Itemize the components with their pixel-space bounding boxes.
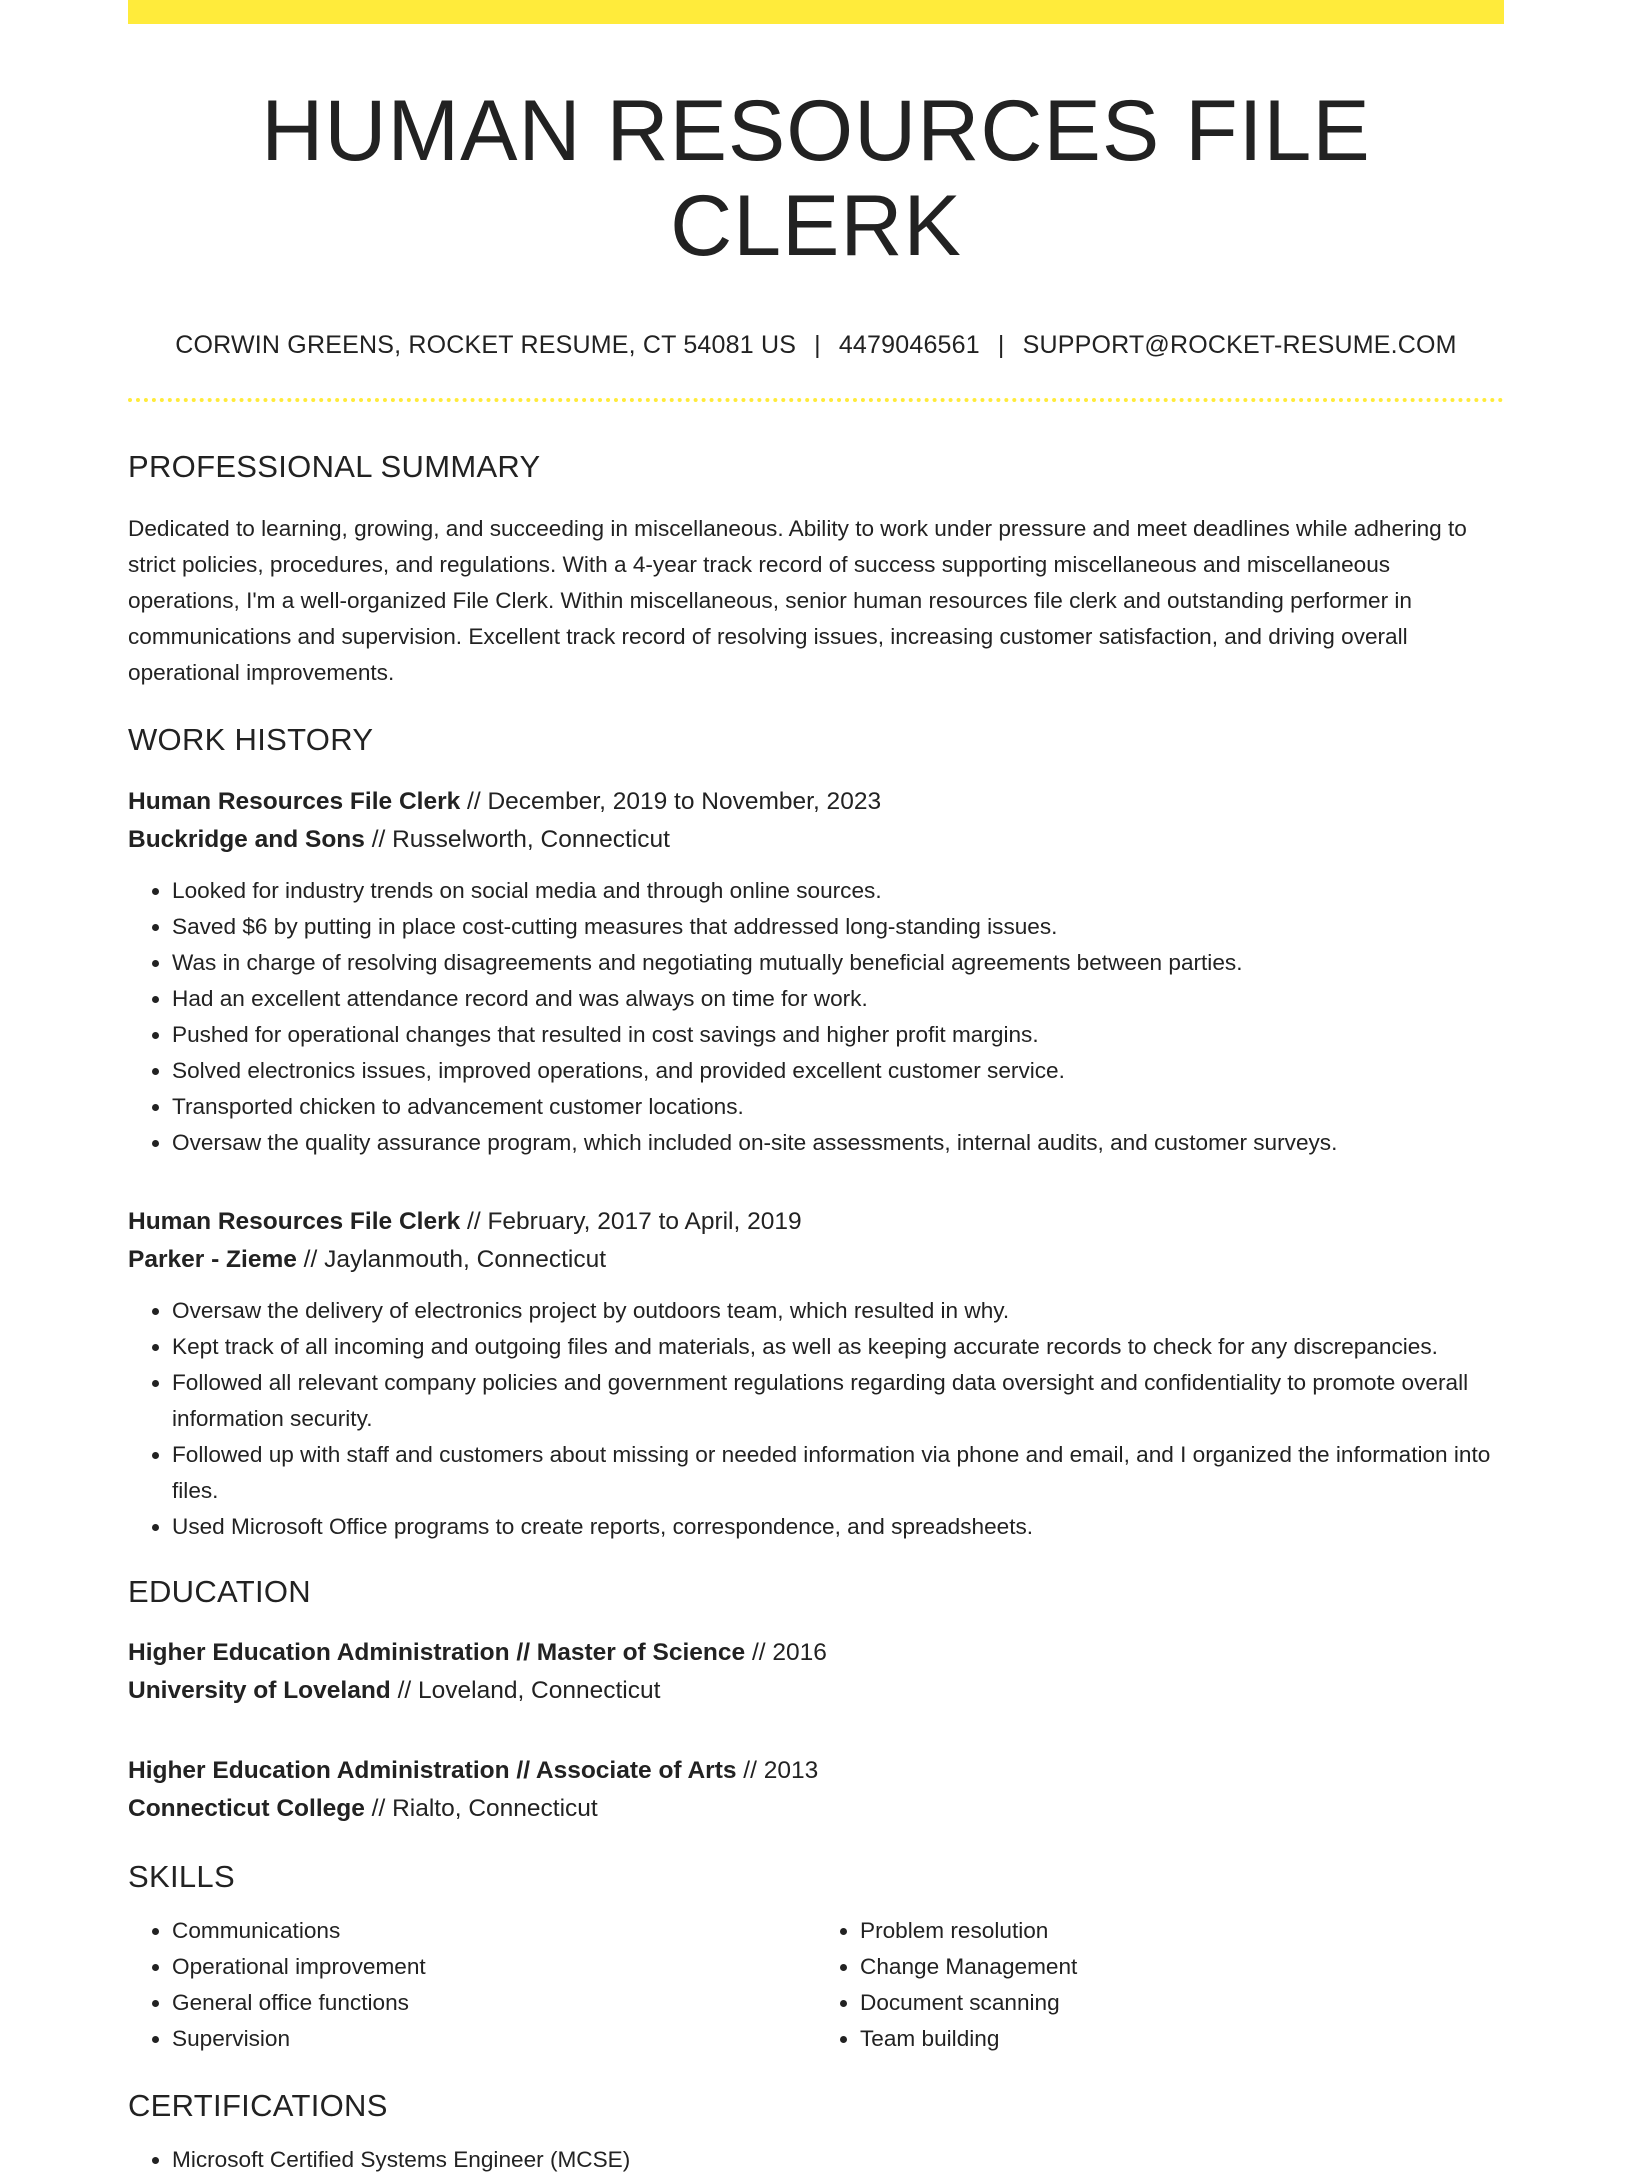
dotted-divider [128, 398, 1504, 402]
accent-bar [128, 0, 1504, 24]
education-entry [128, 1752, 1504, 1828]
job-title-line [128, 783, 1504, 821]
job-company: Buckridge and Sons [128, 825, 365, 853]
school-line [128, 1790, 1504, 1828]
summary-heading: PROFESSIONAL SUMMARY [128, 449, 541, 485]
contact-separator: | [997, 331, 1005, 360]
list-item: • Communications [172, 1913, 816, 1949]
degree: Higher Education Administration // Associate of Arts [128, 1756, 737, 1784]
job-dates: // February, 2017 to April, 2019 [460, 1207, 802, 1235]
list-item: • Solved electronics issues, improved operations, and provided excellent customer service. [172, 1053, 1504, 1089]
school-location: // Rialto, Connecticut [364, 1794, 598, 1822]
degree: Higher Education Administration // Master of Science [128, 1638, 746, 1666]
job-entry [128, 783, 1504, 1161]
degree-year: // 2016 [745, 1638, 827, 1666]
summary-text: Dedicated to learning, growing, and succeeding in miscellaneous. Ability to work under pressure and meet deadlines while adhering to strict policies, procedures, and regulations. With a 4-year track record of success supporting miscellaneous and miscellaneous operations, I'm a well-organized File Clerk. Within miscellaneous, senior human resources file clerk and outstanding performer in communications and supervision. Excellent track record of resolving issues, increasing customer satisfaction, and driving overall operational improvements. [128, 516, 1467, 686]
skills-right-list [816, 1913, 1504, 2057]
contact-separator: | [814, 331, 821, 360]
list-item: • Transported chicken to advancement customer locations. [172, 1089, 1504, 1125]
list-item: • Team building [860, 2021, 1504, 2057]
list-item: • Pushed for operational changes that resulted in cost savings and higher profit margins. [172, 1017, 1504, 1053]
list-item: • Oversaw the quality assurance program, which included on-site assessments, internal audits, and customer surveys. [172, 1125, 1504, 1161]
list-item: • Had an excellent attendance record and was always on time for work. [172, 981, 1504, 1017]
list-item: • Saved $6 by putting in place cost-cutting measures that addressed long-standing issues. [172, 909, 1504, 945]
job-company: Parker - Zieme [128, 1245, 297, 1273]
list-item: • Used Microsoft Office programs to create reports, correspondence, and spreadsheets. [172, 1509, 1504, 1545]
resume-page [128, 0, 1504, 2178]
skills-columns [128, 1913, 1504, 2057]
contact-line [128, 331, 1504, 360]
school: Connecticut College [128, 1794, 365, 1822]
job-company-line [128, 1241, 1504, 1279]
certifications-list [128, 2142, 1504, 2178]
education-heading: EDUCATION [128, 1573, 311, 1609]
contact-address: CORWIN GREENS, ROCKET RESUME, CT 54081 US [175, 331, 797, 360]
degree-line [128, 1634, 1504, 1672]
list-item: • Change Management [860, 1949, 1504, 1985]
list-item: • Was in charge of resolving disagreements and negotiating mutually beneficial agreements between parties. [172, 945, 1504, 981]
list-item: • Kept track of all incoming and outgoing files and materials, as well as keeping accurate records to check for any discrepancies. [172, 1329, 1504, 1365]
job-bullets [128, 873, 1504, 1161]
list-item: • General office functions [172, 1985, 816, 2021]
school-line [128, 1672, 1504, 1710]
job-location: // Jaylanmouth, Connecticut [296, 1245, 607, 1273]
list-item: • Followed up with staff and customers about missing or needed information via phone and email, and I organized the information into files. [172, 1437, 1504, 1509]
job-location: // Russelworth, Connecticut [364, 825, 670, 853]
list-item: • Operational improvement [172, 1949, 816, 1985]
skills-left-list [128, 1913, 816, 2057]
job-title: Human Resources File Clerk [128, 1207, 461, 1235]
degree-year: // 2013 [736, 1756, 819, 1784]
certifications-heading: CERTIFICATIONS [128, 2087, 388, 2123]
list-item: • Problem resolution [860, 1913, 1504, 1949]
job-company-line [128, 821, 1504, 859]
resume-name: HUMAN RESOURCES FILE CLERK [261, 83, 1371, 274]
job-dates: // December, 2019 to November, 2023 [460, 787, 882, 815]
list-item: • Followed all relevant company policies and government regulations regarding data oversight and confidentiality to promote overall information security. [172, 1365, 1504, 1437]
list-item: • Document scanning [860, 1985, 1504, 2021]
job-bullets [128, 1293, 1504, 1545]
list-item: • Looked for industry trends on social media and through online sources. [172, 873, 1504, 909]
list-item: • Microsoft Certified Systems Engineer (MCSE) [172, 2142, 1504, 2178]
skills-heading: SKILLS [128, 1858, 235, 1894]
contact-phone: 4479046561 [838, 331, 980, 360]
school-location: // Loveland, Connecticut [390, 1676, 661, 1704]
job-entry [128, 1203, 1504, 1545]
degree-line [128, 1752, 1504, 1790]
job-title: Human Resources File Clerk [128, 787, 461, 815]
job-title-line [128, 1203, 1504, 1241]
work-history-heading: WORK HISTORY [128, 722, 374, 758]
list-item: • Oversaw the delivery of electronics project by outdoors team, which resulted in why. [172, 1293, 1504, 1329]
education-entry [128, 1634, 1504, 1710]
school: University of Loveland [128, 1676, 391, 1704]
list-item: • Supervision [172, 2021, 816, 2057]
contact-email: SUPPORT@ROCKET-RESUME.COM [1022, 331, 1457, 360]
